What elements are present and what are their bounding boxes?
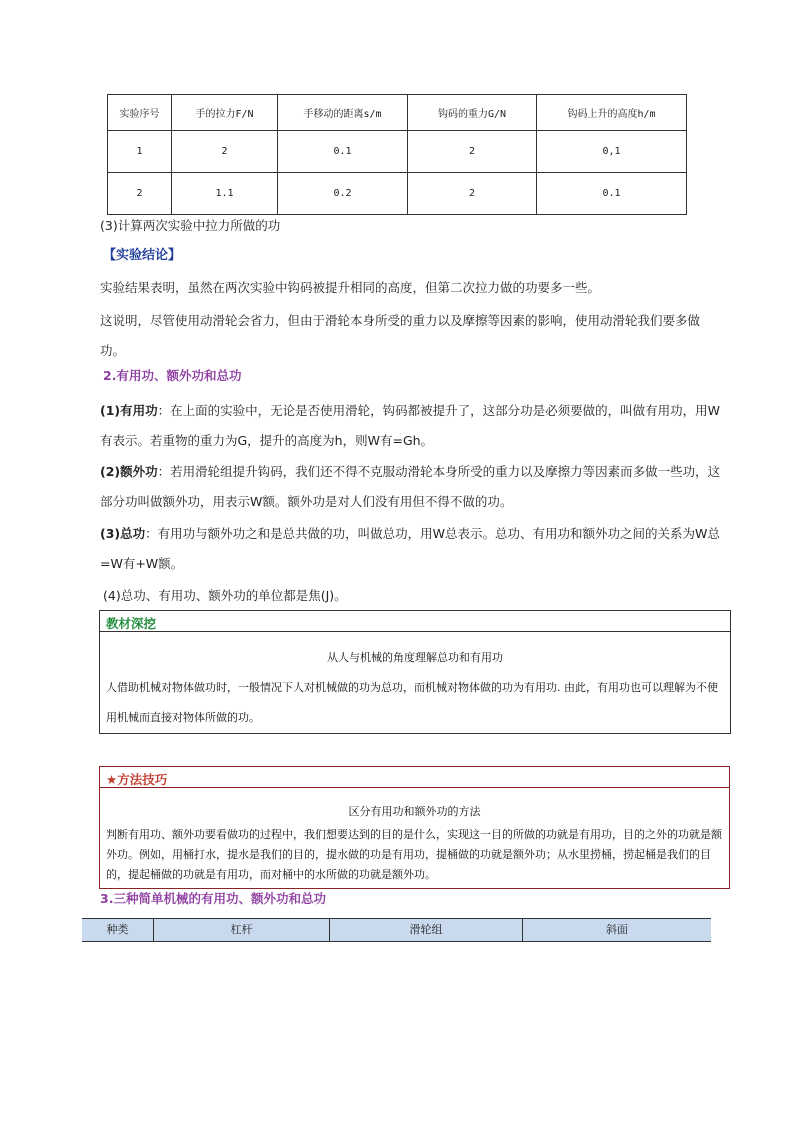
box2-text: 判断有用功、额外功要看做功的过程中，我们想要达到的目的是什么，实现这一目的所做的功就是有用功，目的之外的功就是额外功。例如，用桶打水，提水是我们的目的，提水做的功是有用功，提桶做的功就是额外功；从水里捞桶，捞起桶是我们的目的，提起桶做的功就是有用功，而对桶中的水所做的功就是额外功。 <box>106 828 722 881</box>
table-cell: 2 <box>408 131 537 173</box>
table-cell: 0.1 <box>278 131 408 173</box>
table-cell: 0,1 <box>537 131 687 173</box>
table-header-cell: 种类 <box>82 919 154 941</box>
useful-work-paragraph <box>100 396 722 456</box>
textbook-deep-dive-box <box>99 610 731 734</box>
extra-work-label: (2)额外功 <box>100 464 158 479</box>
box2-subtitle: 区分有用功和额外功的方法 <box>348 805 481 818</box>
section2-heading: 2.有用功、额外功和总功 <box>103 368 242 383</box>
table-header-row <box>108 95 687 131</box>
table-header-cell: 钩码上升的高度h/m <box>537 95 687 131</box>
method-tips-box <box>99 766 730 889</box>
conclusion-paragraph-2: 这说明，尽管使用动滑轮会省力，但由于滑轮本身所受的重力以及摩擦等因素的影响，使用动滑轮我们要多做功。 <box>100 313 701 358</box>
units-text: (4)总功、有用功、额外功的单位都是焦(J)。 <box>103 588 347 603</box>
table-header-cell: 手的拉力F/N <box>172 95 278 131</box>
table-cell: 0.2 <box>278 173 408 215</box>
total-work-label: (3)总功 <box>100 526 146 541</box>
machines-table-header <box>82 918 711 942</box>
total-work-text: ：有用功与额外功之和是总共做的功，叫做总功，用W总表示。总功、有用功和额外功之间的关系为W总=W有+W额。 <box>100 526 720 571</box>
extra-work-text: ：若用滑轮组提升钩码，我们还不得不克服动滑轮本身所受的重力以及摩擦力等因素而多做一些功，这部分功叫做额外功，用表示W额。额外功是对人们没有用但不得不做的功。 <box>100 464 721 509</box>
total-work-paragraph <box>100 519 722 579</box>
step3-text: (3)计算两次实验中拉力所做的功 <box>100 218 281 233</box>
box1-divider <box>100 631 730 632</box>
table-cell: 2 <box>408 173 537 215</box>
box1-subtitle: 从人与机械的角度理解总功和有用功 <box>327 651 503 664</box>
extra-work-paragraph <box>100 457 722 517</box>
useful-work-label: (1)有用功 <box>100 403 158 418</box>
table-header-cell: 实验序号 <box>108 95 172 131</box>
box2-title: ★方法技巧 <box>106 772 168 787</box>
table-header-cell: 滑轮组 <box>330 919 523 941</box>
box1-title: 教材深挖 <box>106 616 157 631</box>
table-header-cell: 斜面 <box>606 923 628 936</box>
box1-text: 人借助机械对物体做功时，一般情况下人对机械做的功为总功，而机械对物体做的功为有用功. 由此，有用功也可以理解为不使用机械而直接对物体所做的功。 <box>106 681 718 724</box>
useful-work-text: ：在上面的实验中，无论是否使用滑轮，钩码都被提升了，这部分功是必须要做的，叫做有用功，用W有表示。若重物的重力为G，提升的高度为h，则W有=Gh。 <box>100 403 720 448</box>
table-row <box>108 173 687 215</box>
box2-divider <box>100 787 729 788</box>
table-cell: 1.1 <box>172 173 278 215</box>
experiment-table <box>107 94 687 215</box>
conclusion-heading: 【实验结论】 <box>103 248 182 263</box>
table-header-cell: 手移动的距离s/m <box>278 95 408 131</box>
table-row <box>108 131 687 173</box>
conclusion-paragraph-1: 实验结果表明，虽然在两次实验中钩码被提升相同的高度，但第二次拉力做的功要多一些。 <box>100 280 601 295</box>
table-header-cell: 杠杆 <box>154 919 330 941</box>
table-header-cell: 钩码的重力G/N <box>408 95 537 131</box>
table-cell: 1 <box>108 131 172 173</box>
table-cell: 2 <box>172 131 278 173</box>
section3-heading: 3.三种简单机械的有用功、额外功和总功 <box>100 891 326 906</box>
table-cell: 2 <box>108 173 172 215</box>
table-cell: 0.1 <box>537 173 687 215</box>
